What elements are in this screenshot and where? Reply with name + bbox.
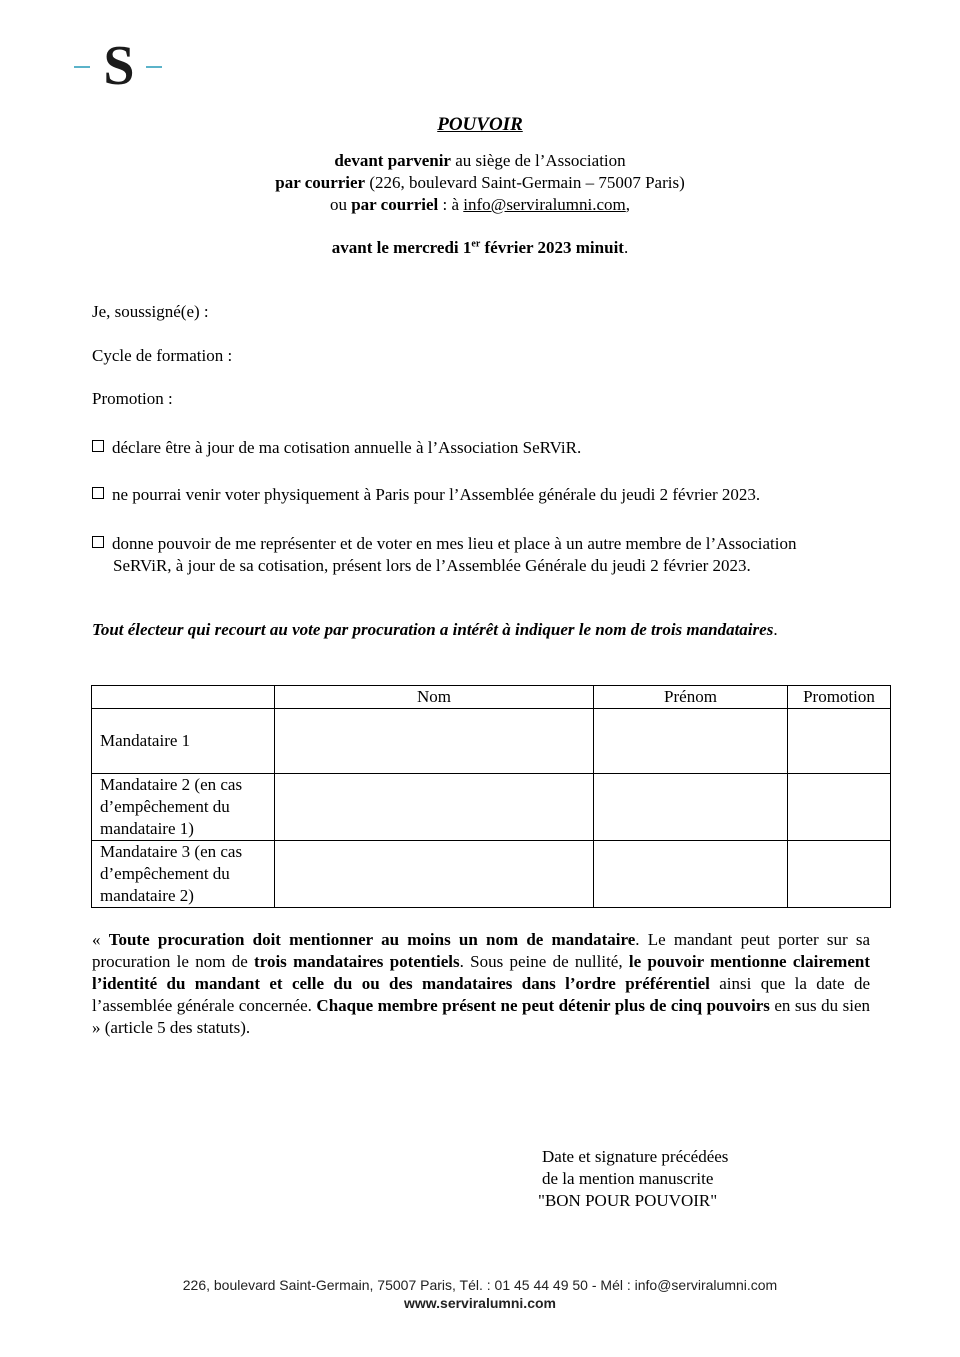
check-item-pouvoir (92, 533, 872, 577)
deadline (0, 238, 960, 258)
logo-letter: S (103, 35, 135, 97)
delivery-line-2-bold: par courrier (275, 173, 366, 192)
delivery-line-1-rest: au siège de l’Association (450, 151, 626, 170)
deadline-post: février 2023 minuit (480, 238, 624, 257)
delivery-line-3-bold: par courriel (351, 195, 439, 214)
delivery-line-1-bold: devant parvenir (334, 151, 451, 170)
table-header-prenom: Prénom (594, 686, 788, 709)
mandataire-1-prenom-cell[interactable] (594, 709, 788, 774)
name-field-label: Je, soussigné(e) : (92, 302, 209, 321)
proxy-notice-period: . (773, 620, 778, 639)
mandataire-3-label (92, 841, 275, 908)
checkbox[interactable] (92, 440, 104, 452)
statute-quote (92, 929, 870, 1039)
statute-text: en sus du sien » (article 5 des statuts). (92, 996, 871, 1037)
delivery-line-2-rest: (226, boulevard Saint-Germain – 75007 Paris) (365, 173, 685, 192)
statute-text: . Sous peine de nullité, (459, 952, 629, 971)
statute-text: ainsi que la date de l’assemblée générale concernée. (92, 974, 870, 1015)
signature-line-2: de la mention manuscrite (542, 1169, 714, 1188)
table-header-promotion: Promotion (788, 686, 891, 709)
mandataire-3-label-line-2: d’empêchement du (100, 864, 230, 883)
proxy-notice (92, 619, 870, 641)
table-row (92, 841, 891, 908)
signature-block (538, 1146, 728, 1212)
mandataire-3-promotion-cell[interactable] (788, 841, 891, 908)
proxy-notice-text: Tout électeur qui recourt au vote par procuration a intérêt à indiquer le nom de trois mandataires (92, 620, 774, 639)
delivery-line-3 (0, 194, 960, 216)
deadline-pre: avant le mercredi 1 (331, 238, 472, 257)
statute-bold: le pouvoir mentionne clairement l’identité du mandant et celle du ou des mandataires dans l’ordre préférentiel (92, 952, 870, 993)
mandataire-2-promotion-cell[interactable] (788, 774, 891, 841)
mandataire-1-promotion-cell[interactable] (788, 709, 891, 774)
statute-text: . Le mandant peut porter sur sa procuration le nom de (92, 930, 870, 971)
deadline-period: . (623, 238, 629, 257)
email-link[interactable]: info@serviralumni.com (463, 195, 626, 214)
delivery-line-3-mid: : à (438, 195, 464, 214)
mandataire-2-label (92, 774, 275, 841)
checkbox[interactable] (92, 536, 104, 548)
check-item-cotisation (92, 437, 872, 459)
mandataire-2-label-line-2: d’empêchement du (100, 797, 230, 816)
mandataire-1-nom-cell[interactable] (275, 709, 594, 774)
mandataire-3-label-line-1: Mandataire 3 (en cas (100, 842, 243, 861)
mandataire-2-nom-cell[interactable] (275, 774, 594, 841)
footer-website-link[interactable]: www.serviralumni.com (404, 1295, 556, 1311)
promotion-field-label: Promotion : (92, 389, 173, 408)
statute-text: « (92, 930, 109, 949)
logo-left-dash (74, 66, 90, 68)
check-text: déclare être à jour de ma cotisation annuelle à l’Association SeRViR. (112, 438, 582, 457)
logo (74, 35, 164, 97)
check-text-line-1: donne pouvoir de me représenter et de voter en mes lieu et place à un autre membre de l’Association (112, 534, 797, 553)
delivery-line-3-post: , (625, 195, 631, 214)
table-header-empty (92, 686, 275, 709)
mandataire-3-nom-cell[interactable] (275, 841, 594, 908)
mandataires-table (91, 685, 891, 908)
check-text: ne pourrai venir voter physiquement à Paris pour l’Assemblée générale du jeudi 2 février 2023. (112, 485, 761, 504)
table-header-row (92, 686, 891, 709)
statute-bold: trois mandataires potentiels (254, 952, 460, 971)
mandataire-3-prenom-cell[interactable] (594, 841, 788, 908)
delivery-line-1 (0, 150, 960, 172)
mandataire-3-label-line-3: mandataire 2) (100, 886, 194, 905)
footer (0, 1276, 960, 1312)
page-title: POUVOIR (437, 114, 523, 135)
cycle-field-label: Cycle de formation : (92, 346, 233, 365)
signature-line-1: Date et signature précédées (542, 1147, 729, 1166)
mandataire-2-label-line-1: Mandataire 2 (en cas (100, 775, 243, 794)
statute-bold: Toute procuration doit mentionner au moins un nom de mandataire (108, 930, 636, 949)
delivery-line-3-pre: ou (329, 195, 352, 214)
mandataire-2-prenom-cell[interactable] (594, 774, 788, 841)
table-header-nom: Nom (275, 686, 594, 709)
signature-line-3: "BON POUR POUVOIR" (538, 1191, 718, 1210)
checkbox[interactable] (92, 487, 104, 499)
table-row (92, 774, 891, 841)
mandataire-1-label: Mandataire 1 (92, 709, 275, 774)
deadline-sup: er (471, 238, 481, 250)
check-text-line-2: SeRViR, à jour de sa cotisation, présent lors de l’Assemblée Générale du jeudi 2 février 2023. (113, 556, 751, 575)
delivery-line-2 (0, 172, 960, 194)
mandataire-2-label-line-3: mandataire 1) (100, 819, 194, 838)
logo-right-dash (146, 66, 162, 68)
statute-bold: Chaque membre présent ne peut détenir plus de cinq pouvoirs (316, 996, 770, 1015)
delivery-instructions (0, 150, 960, 216)
footer-address: 226, boulevard Saint-Germain, 75007 Paris, Tél. : 01 45 44 49 50 - Mél : info@serviralumni.com (182, 1277, 778, 1293)
table-row (92, 709, 891, 774)
check-item-absence (92, 484, 872, 506)
